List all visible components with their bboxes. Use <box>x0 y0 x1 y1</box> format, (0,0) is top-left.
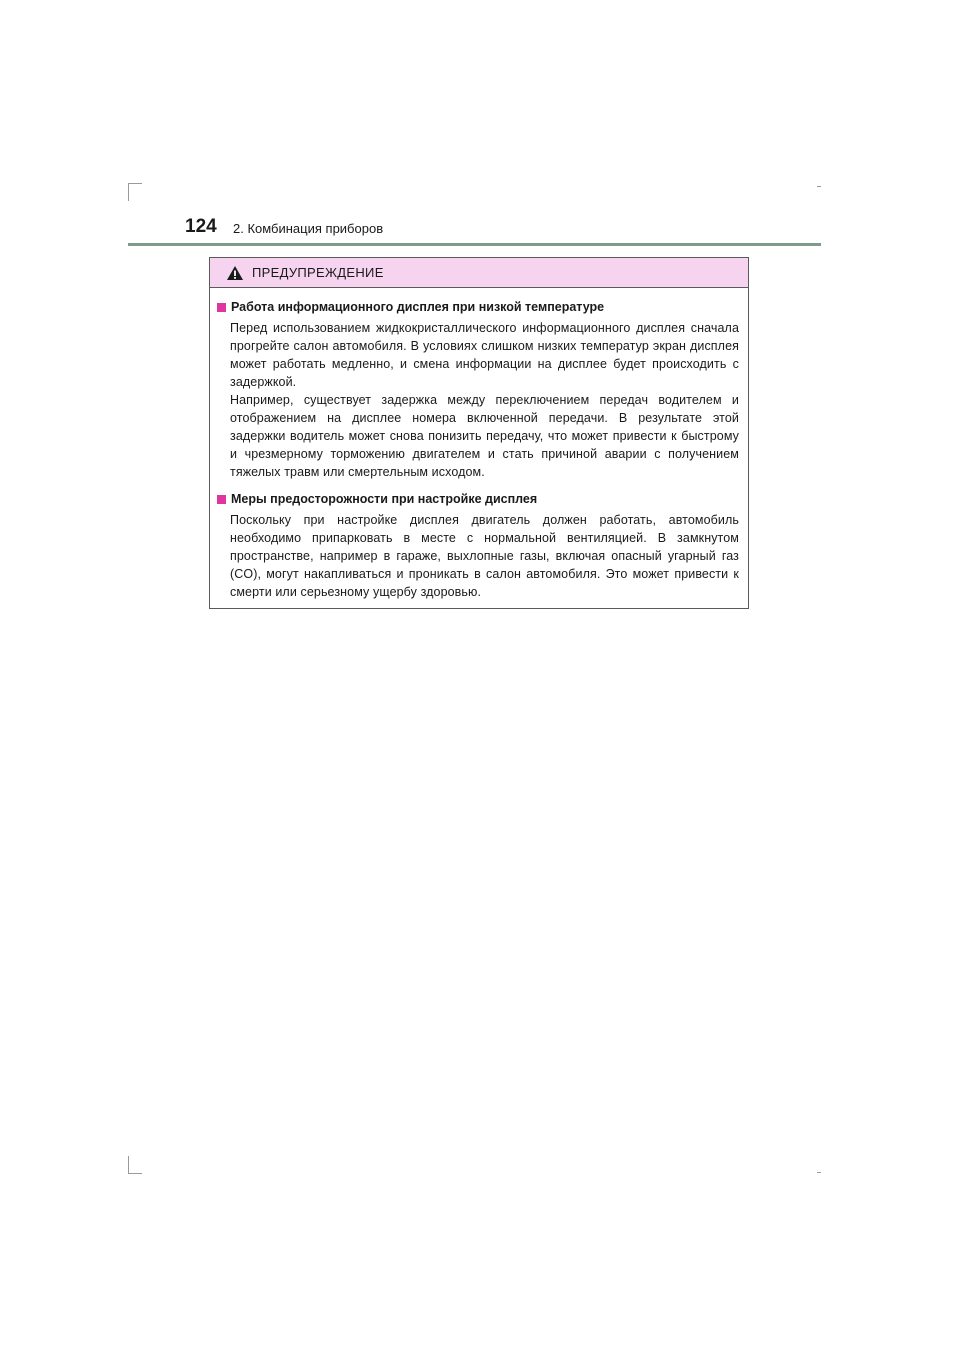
section-title <box>217 298 739 316</box>
square-bullet-icon <box>217 495 226 504</box>
paragraph: Перед использованием жидкокристаллического информационного дисплея сначала прогрейте салон автомобиля. В условиях слишком низких температур экран дисплея может работать медленно, и смена информации на дисплее будет происходить с задержкой. <box>230 321 739 389</box>
crop-mark-bottom-right <box>817 1172 821 1173</box>
square-bullet-icon <box>217 303 226 312</box>
page-number: 124 <box>185 216 217 237</box>
crop-mark-top-right <box>817 186 821 187</box>
header-divider <box>128 243 821 246</box>
warning-section-display-setup <box>217 490 739 601</box>
crop-mark-bottom-left-horizontal <box>128 1173 142 1174</box>
section-title-text: Работа информационного дисплея при низкой температуре <box>231 300 605 314</box>
warning-body <box>210 288 748 601</box>
warning-triangle-icon <box>226 265 244 281</box>
chapter-title: 2. Комбинация приборов <box>233 221 384 236</box>
paragraph: Поскольку при настройке дисплея двигатель должен работать, автомобиль необходимо припарковать в месте с нормальной вентиляцией. В замкнутом пространстве, например в гараже, выхлопные газы, включая опасный угарный газ (CO), могут накапливаться и проникать в салон автомобиля. Это может привести к смерти или серьезному ущербу здоровью. <box>230 513 739 599</box>
warning-header <box>210 258 748 288</box>
crop-mark-top-left-horizontal <box>128 183 142 184</box>
warning-box <box>209 257 749 609</box>
crop-mark-bottom-left-vertical <box>128 1156 129 1174</box>
warning-label: ПРЕДУПРЕЖДЕНИЕ <box>252 265 384 280</box>
paragraph: Например, существует задержка между переключением передач водителем и отображением на дисплее номера включенной передачи. В результате этой задержки водитель может снова понизить передачу, что может привести к быстрому и чрезмерному торможению двигателем и стать причиной аварии с получением тяжелых травм или смертельным исходом. <box>230 393 739 479</box>
warning-section-low-temperature <box>217 298 739 481</box>
section-title <box>217 490 739 508</box>
section-title-text: Меры предосторожности при настройке дисплея <box>231 492 538 506</box>
crop-mark-top-left-vertical <box>128 183 129 201</box>
